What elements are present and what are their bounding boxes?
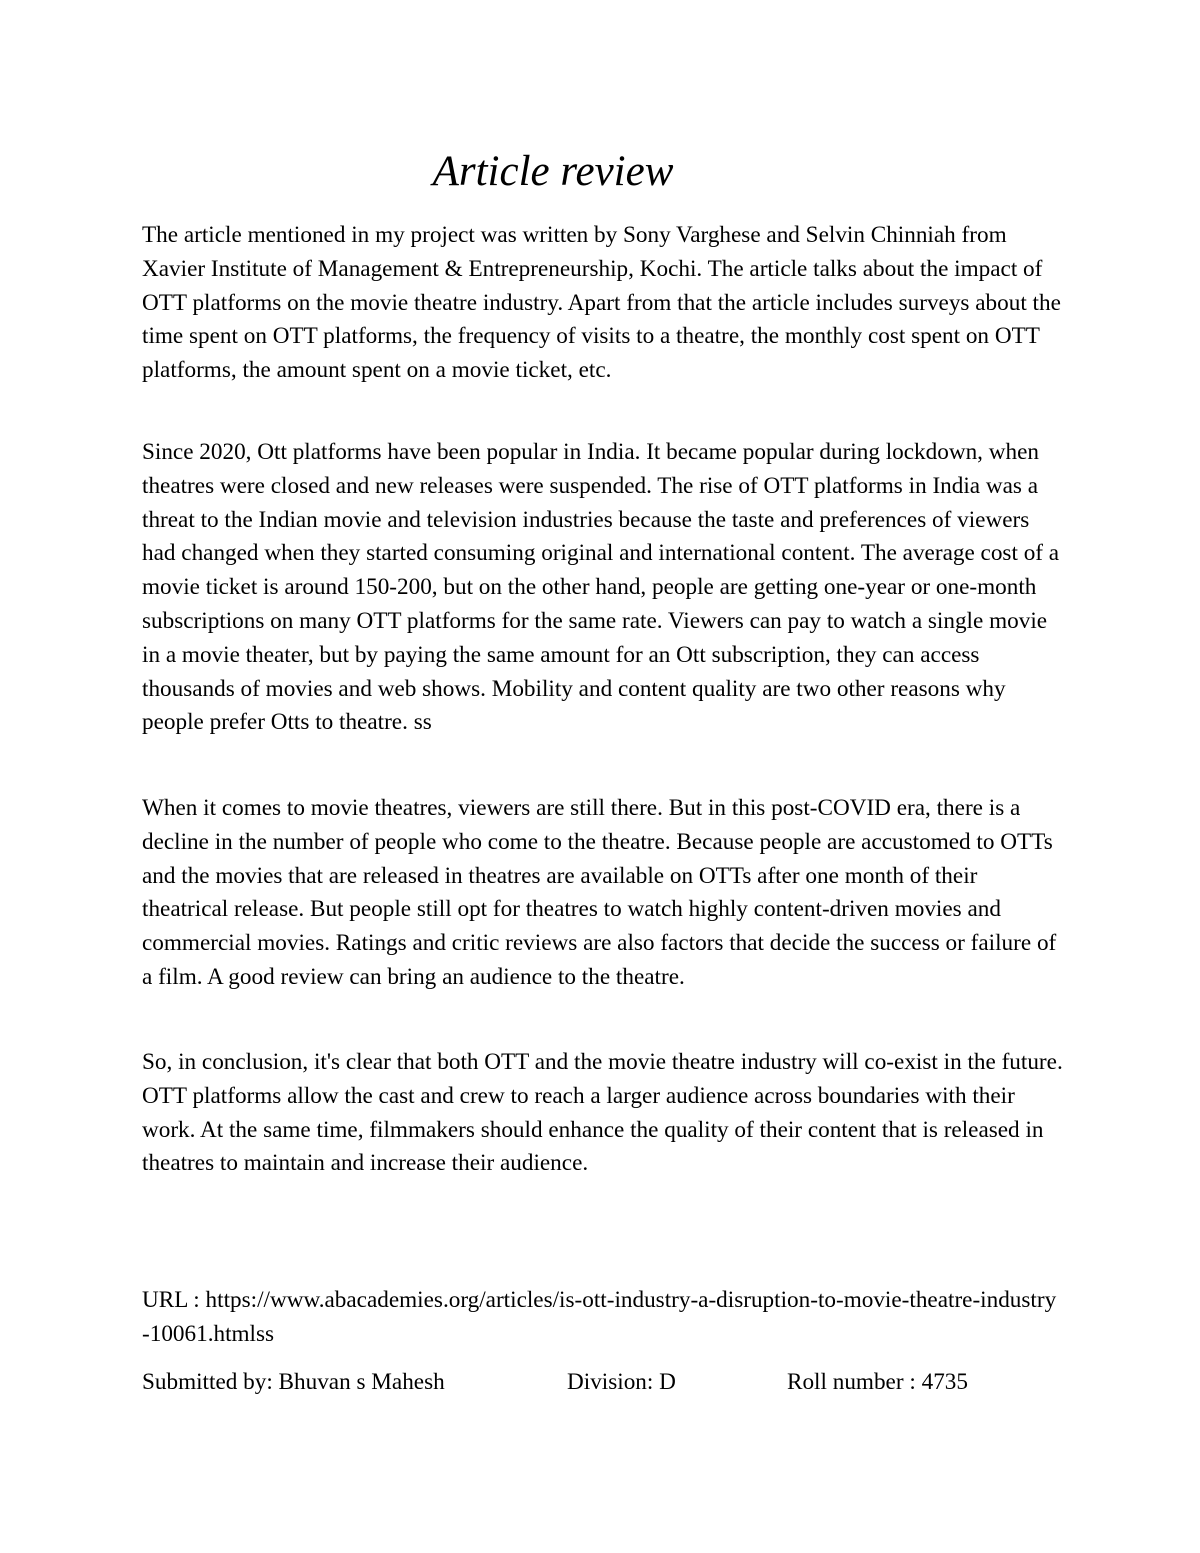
roll-number: Roll number : 4735 — [787, 1369, 968, 1395]
paragraph-movie-theatres: When it comes to movie theatres, viewers are still there. But in this post-COVID era, there is a decline in the number of people who come to the theatre. Because people are accustomed to OTTs and the movies that are released in theatres are available on OTTs after one month of their theatrical release. But people still opt for theatres to watch highly content-driven movies and commercial movies. Ratings and critic reviews are also factors that decide the success or failure of a film. A good review can bring an audience to the theatre. — [142, 795, 1057, 990]
submission-footer — [142, 1365, 1062, 1399]
paragraph-ott-popularity: Since 2020, Ott platforms have been popular in India. It became popular during lockdown, when theatres were closed and new releases were suspended. The rise of OTT platforms in India was a threat to the Indian movie and television industries because the taste and preferences of viewers had changed when they started consuming original and international content. The average cost of a movie ticket is around 150-200, but on the other hand, people are getting one-year or one-month subscriptions on many OTT platforms for the same rate. Viewers can pay to watch a single movie in a movie theater, but by paying the same amount for an Ott subscription, they can access thousands of movies and web shows. Mobility and content quality are two other reasons why people prefer Otts to theatre. ss — [142, 439, 1060, 736]
submitted-by: Submitted by: Bhuvan s Mahesh — [142, 1369, 445, 1395]
paragraph-conclusion: So, in conclusion, it's clear that both OTT and the movie theatre industry will co-exist in the future. OTT platforms allow the cast and crew to reach a larger audience across boundaries with their work. At the same time, filmmakers should enhance the quality of their content that is released in theatres to maintain and increase their audience. — [142, 1049, 1063, 1177]
division: Division: D — [567, 1369, 676, 1395]
page-title: Article review — [432, 148, 674, 195]
paragraph-article-summary: The article mentioned in my project was written by Sony Varghese and Selvin Chinniah from Xavier Institute of Management & Entrepreneurship, Kochi. The article talks about the impact of OTT platforms on the movie theatre industry. Apart from that the article includes surveys about the time spent on OTT platforms, the frequency of visits to a theatre, the monthly cost spent on OTT platforms, the amount spent on a movie ticket, etc. — [142, 222, 1061, 384]
article-url: URL : https://www.abacademies.org/articles/is-ott-industry-a-disruption-to-movie-theatre-industry-10061.htmlss — [142, 1287, 1057, 1347]
